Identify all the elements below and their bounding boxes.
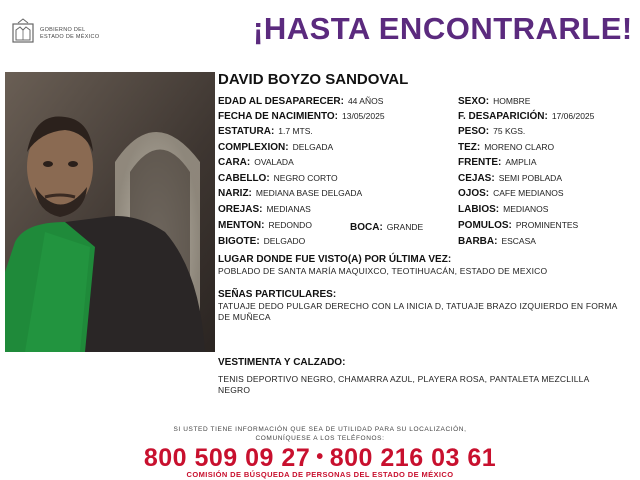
phone-number-1[interactable]: 800 509 09 27 (143, 444, 311, 472)
page-title: ¡HASTA ENCONTRARLE! (253, 11, 633, 46)
field-value: 75 KGS. (493, 126, 526, 136)
field-value: SEMI POBLADA (498, 173, 562, 183)
field-ojos (458, 188, 564, 199)
clothing-title: VESTIMENTA Y CALZADO: (218, 357, 346, 368)
field-label: BARBA: (458, 236, 498, 247)
field-label: BIGOTE: (218, 236, 260, 247)
field-edad (218, 96, 383, 107)
field-sexo (458, 96, 530, 107)
field-value: MEDIANA BASE DELGADA (255, 188, 363, 198)
field-label: POMULOS: (458, 220, 512, 231)
field-label: TEZ: (458, 142, 481, 153)
field-label: CARA: (218, 157, 251, 168)
field-label: BOCA: (350, 222, 383, 233)
field-value: MEDIANOS (503, 204, 549, 214)
field-cara (218, 157, 294, 168)
field-label: NARIZ: (218, 188, 252, 199)
field-boca (350, 222, 423, 233)
field-value: 1.7 MTS. (278, 126, 313, 136)
government-logo (10, 18, 130, 48)
field-nariz (218, 188, 362, 199)
field-label: EDAD AL DESAPARECER: (218, 96, 344, 107)
field-pomulos (458, 220, 578, 231)
field-menton (218, 220, 312, 231)
field-value: PROMINENTES (515, 220, 579, 230)
field-label: FECHA DE NACIMIENTO: (218, 111, 338, 122)
person-portrait-image (5, 72, 215, 352)
field-label: MENTON: (218, 220, 265, 231)
field-value: 44 AÑOS (347, 96, 384, 106)
coat-of-arms-icon (10, 18, 36, 46)
distinguishing-marks-text: TATUAJE DEDO PULGAR DERECHO CON LA INICIA D, TATUAJE BRAZO IZQUIERDO EN FORMA DE MUÑECA (218, 301, 618, 322)
distinguishing-marks-title: SEÑAS PARTICULARES: (218, 289, 337, 300)
phone-numbers (0, 444, 640, 473)
field-label: FRENTE: (458, 157, 502, 168)
field-value: MORENO CLARO (484, 142, 555, 152)
field-orejas (218, 204, 311, 215)
field-value: OVALADA (254, 157, 294, 167)
commission-name: COMISIÓN DE BÚSQUEDA DE PERSONAS DEL ESTADO DE MÉXICO (186, 470, 454, 479)
field-value: DELGADO (263, 236, 306, 246)
field-label: F. DESAPARICIÓN: (458, 111, 548, 122)
field-label: CABELLO: (218, 173, 270, 184)
contact-info-line1: SI USTED TIENE INFORMACIÓN QUE SEA DE UTILIDAD PARA SU LOCALIZACIÓN, (173, 426, 467, 433)
field-bigote (218, 236, 305, 247)
field-value: REDONDO (268, 220, 312, 230)
last-seen-text: POBLADO DE SANTA MARÍA MAQUIXCO, TEOTIHUACÁN, ESTADO DE MEXICO (218, 266, 548, 276)
field-label: OJOS: (458, 188, 490, 199)
field-cejas (458, 173, 562, 184)
field-label: OREJAS: (218, 204, 263, 215)
field-value: 13/05/2025 (342, 111, 385, 121)
field-labios (458, 204, 548, 215)
field-peso (458, 126, 525, 137)
field-label: SEXO: (458, 96, 490, 107)
contact-info-line2: COMUNÍQUESE A LOS TELÉFONOS: (255, 435, 385, 442)
field-desaparicion (458, 111, 594, 122)
field-label: PESO: (458, 126, 490, 137)
field-value: 17/06/2025 (551, 111, 595, 121)
field-complexion (218, 142, 333, 153)
field-frente (458, 157, 537, 168)
field-tez (458, 142, 554, 153)
field-value: NEGRO CORTO (273, 173, 338, 183)
person-name: DAVID BOYZO SANDOVAL (218, 71, 409, 88)
field-label: CEJAS: (458, 173, 495, 184)
field-value: HOMBRE (493, 96, 531, 106)
field-value: CAFE MEDIANOS (493, 188, 564, 198)
phone-number-2[interactable]: 800 216 03 61 (329, 444, 497, 472)
missing-person-photo (5, 72, 215, 352)
logo-text: GOBIERNO DEL ESTADO DE MÉXICO (40, 27, 100, 40)
field-value: DELGADA (292, 142, 334, 152)
last-seen-title: LUGAR DONDE FUE VISTO(A) POR ÚLTIMA VEZ: (218, 254, 452, 265)
field-value: ESCASA (501, 236, 536, 246)
field-barba (458, 236, 536, 247)
field-value: GRANDE (386, 222, 424, 232)
field-label: LABIOS: (458, 204, 500, 215)
field-value: AMPLIA (505, 157, 537, 167)
field-cabello (218, 173, 338, 184)
field-nacimiento (218, 111, 385, 122)
separator-dot: • (316, 446, 324, 468)
field-estatura (218, 126, 313, 137)
clothing-text: TENIS DEPORTIVO NEGRO, CHAMARRA AZUL, PLAYERA ROSA, PANTALETA MEZCLILLA NEGRO (218, 374, 589, 395)
field-label: ESTATURA: (218, 126, 275, 137)
field-value: MEDIANAS (266, 204, 311, 214)
field-label: COMPLEXION: (218, 142, 289, 153)
